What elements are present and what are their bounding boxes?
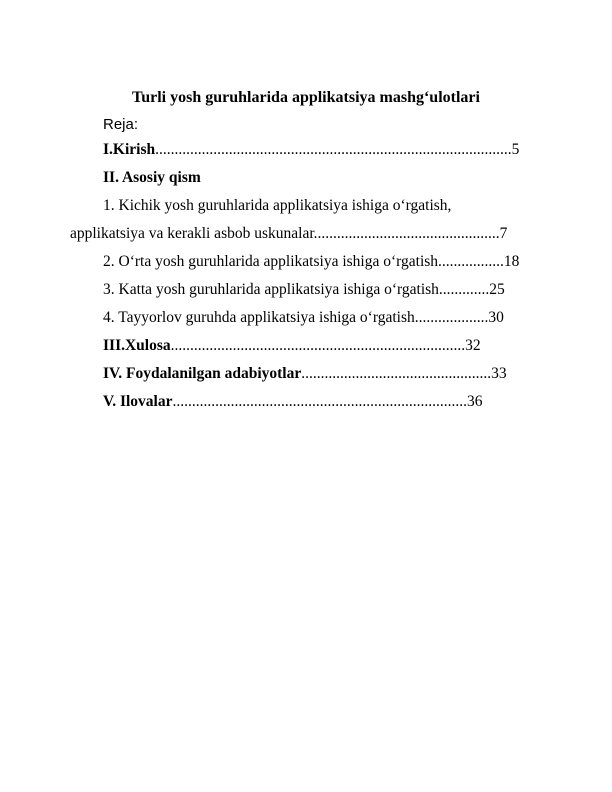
- toc-entry-label: applikatsiya va kerakli asbob uskunalar: [70, 225, 314, 242]
- plan-label: Reja:: [103, 116, 139, 133]
- toc-page-number: 30: [488, 309, 504, 326]
- toc-section-heading: II. Asosiy qism: [103, 169, 201, 186]
- toc-page-number: 25: [489, 281, 505, 298]
- toc-leader: ............................................................................................: [155, 141, 512, 158]
- toc-leader: .............: [438, 281, 490, 298]
- toc-entry-intro: [103, 140, 519, 160]
- toc-entry-item1-line1: 1. Kichik yosh guruhlarida applikatsiya ishiga o‘rgatish,: [103, 197, 452, 214]
- toc-leader: ...................: [414, 309, 489, 326]
- toc-entry-appendix: [103, 392, 482, 412]
- toc-entry-references: [103, 364, 507, 384]
- toc-leader: ............................................................................: [170, 337, 466, 354]
- toc-entry-label: III.Xulosa: [103, 337, 171, 354]
- toc-page-number: 7: [499, 225, 508, 242]
- toc-page-number: 33: [491, 365, 507, 382]
- toc-entry-label: IV. Foydalanilgan adabiyotlar: [103, 365, 302, 382]
- document-title: Turli yosh guruhlarida applikatsiya mashg‘ulotlari: [132, 89, 480, 106]
- toc-entry-label: I.Kirish: [103, 141, 156, 158]
- toc-page-number: 32: [465, 337, 481, 354]
- toc-leader: ............................................................................: [172, 393, 467, 410]
- toc-entry-item3: [103, 280, 505, 300]
- toc-leader: ................................................: [313, 225, 500, 242]
- toc-entry-item1-line2: [70, 224, 507, 244]
- toc-entry-label: 2. O‘rta yosh guruhlarida applikatsiya ishiga o‘rgatish: [103, 253, 439, 270]
- toc-page-number: 18: [503, 253, 520, 270]
- toc-entry-item2: [103, 252, 519, 272]
- toc-leader: .................: [438, 253, 504, 270]
- toc-page-number: 5: [511, 141, 520, 158]
- toc-page-number: 36: [466, 393, 483, 410]
- toc-entry-label: V. Ilovalar: [103, 393, 173, 410]
- toc-entry-label: 3. Katta yosh guruhlarida applikatsiya ishiga o‘rgatish: [103, 281, 439, 298]
- toc-entry-label: 4. Tayyorlov guruhda applikatsiya ishiga o‘rgatish: [103, 309, 415, 326]
- toc-entry-conclusion: [103, 336, 481, 356]
- toc-leader: .................................................: [301, 365, 492, 382]
- toc-entry-item4: [103, 308, 504, 328]
